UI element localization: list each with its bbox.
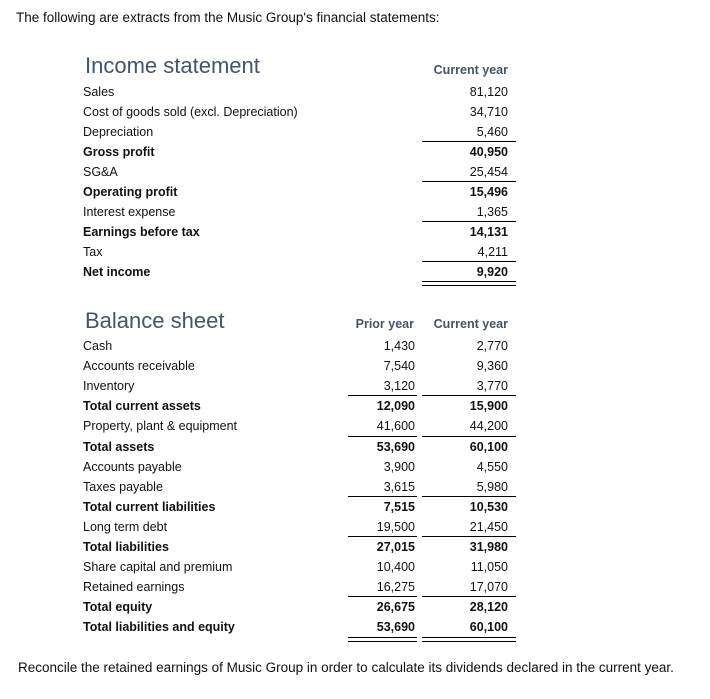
balance-row-label: Long term debt	[83, 519, 168, 534]
balance-row-prior: 1,430	[383, 339, 415, 353]
underline	[422, 181, 516, 182]
balance-sheet-title: Balance sheet	[85, 308, 225, 333]
balance-row-label: Cash	[83, 339, 113, 353]
balance-row-label: Total current liabilities	[83, 499, 216, 514]
underline	[422, 221, 516, 222]
balance-row-prior: 53,690	[376, 439, 415, 454]
underline	[348, 496, 417, 497]
income-row-label: Tax	[83, 245, 103, 259]
income-row-label: Sales	[83, 85, 115, 99]
balance-row-current: 2,770	[476, 339, 508, 353]
income-row-current: 15,496	[469, 185, 508, 199]
balance-row-current: 10,530	[469, 499, 508, 514]
underline	[422, 141, 516, 142]
underline	[422, 395, 516, 396]
income-row-current: 5,460	[476, 125, 508, 139]
underline	[422, 596, 516, 597]
double-underline	[348, 637, 417, 642]
underline	[422, 496, 516, 497]
income-row-current: 9,920	[476, 265, 508, 279]
underline	[422, 436, 516, 437]
balance-row-prior: 3,615	[383, 479, 415, 494]
income-row-current: 1,365	[476, 205, 508, 219]
income-row-current: 14,131	[469, 225, 508, 239]
question-text: Reconcile the retained earnings of Music Group in order to calculate its dividends declared in the current year.	[18, 660, 674, 675]
income-row-label: Depreciation	[83, 125, 154, 139]
income-row-current: 40,950	[469, 145, 508, 159]
balance-row-prior: 53,690	[376, 620, 415, 635]
balance-row-label: Total assets	[83, 439, 155, 454]
balance-row-current: 31,980	[469, 540, 508, 554]
balance-row-current: 21,450	[469, 519, 508, 534]
income-row-label: Net income	[83, 265, 151, 279]
underline	[422, 536, 516, 537]
balance-row-prior: 3,900	[383, 459, 415, 474]
income-row-label: Earnings before tax	[83, 225, 200, 239]
income-row-label: Gross profit	[83, 145, 155, 159]
balance-row-prior: 10,400	[376, 560, 415, 575]
underline	[422, 261, 516, 262]
intro-text: The following are extracts from the Music Group's financial statements:	[16, 10, 440, 25]
balance-row-prior: 19,500	[376, 519, 415, 534]
underline	[348, 395, 417, 396]
underline	[348, 436, 417, 437]
balance-row-prior: 27,015	[376, 540, 415, 554]
double-underline	[422, 281, 516, 286]
balance-row-current: 3,770	[476, 379, 508, 394]
balance-row-label: Inventory	[83, 379, 135, 394]
balance-row-prior: 7,540	[383, 359, 415, 374]
balance-row-label: Accounts receivable	[83, 359, 195, 374]
balance-row-current: 4,550	[476, 459, 508, 474]
income-row-label: SG&A	[83, 165, 118, 179]
income-row-current: 25,454	[469, 165, 508, 179]
income-row-label: Cost of goods sold (excl. Depreciation)	[83, 105, 298, 119]
balance-prior-year-header: Prior year	[355, 317, 414, 331]
underline	[348, 536, 417, 537]
balance-row-label: Accounts payable	[83, 459, 182, 474]
balance-row-label: Taxes payable	[83, 479, 163, 494]
balance-row-prior: 16,275	[376, 580, 415, 595]
income-row-current: 4,211	[477, 245, 508, 259]
income-statement-title: Income statement	[85, 53, 260, 78]
balance-row-label: Total current assets	[83, 399, 201, 414]
balance-row-prior: 41,600	[376, 419, 415, 434]
balance-row-current: 60,100	[469, 620, 508, 635]
income-row-current: 81,120	[469, 85, 508, 99]
balance-row-prior: 26,675	[376, 600, 415, 615]
balance-row-current: 17,070	[469, 580, 508, 595]
balance-row-current: 44,200	[469, 419, 508, 434]
balance-row-current: 60,100	[469, 439, 508, 454]
balance-row-current: 11,050	[470, 560, 508, 575]
double-underline	[422, 637, 516, 642]
balance-row-current: 9,360	[476, 359, 508, 374]
balance-row-current: 5,980	[476, 479, 508, 494]
income-row-label: Operating profit	[83, 185, 178, 199]
income-row-label: Interest expense	[83, 205, 176, 219]
balance-row-label: Retained earnings	[83, 580, 185, 595]
balance-row-prior: 12,090	[376, 399, 415, 414]
balance-row-current: 15,900	[469, 399, 508, 414]
balance-row-label: Total equity	[83, 600, 153, 615]
balance-row-prior: 3,120	[383, 379, 415, 394]
balance-row-label: Share capital and premium	[83, 560, 233, 575]
balance-row-current: 28,120	[469, 600, 508, 615]
income-row-current: 34,710	[469, 105, 508, 119]
balance-row-label: Total liabilities	[83, 540, 169, 554]
balance-row-label: Property, plant & equipment	[83, 419, 238, 434]
underline	[348, 596, 417, 597]
balance-row-label: Total liabilities and equity	[83, 620, 235, 635]
income-current-year-header: Current year	[433, 63, 508, 77]
balance-row-prior: 7,515	[383, 499, 415, 514]
balance-current-year-header: Current year	[433, 317, 508, 331]
